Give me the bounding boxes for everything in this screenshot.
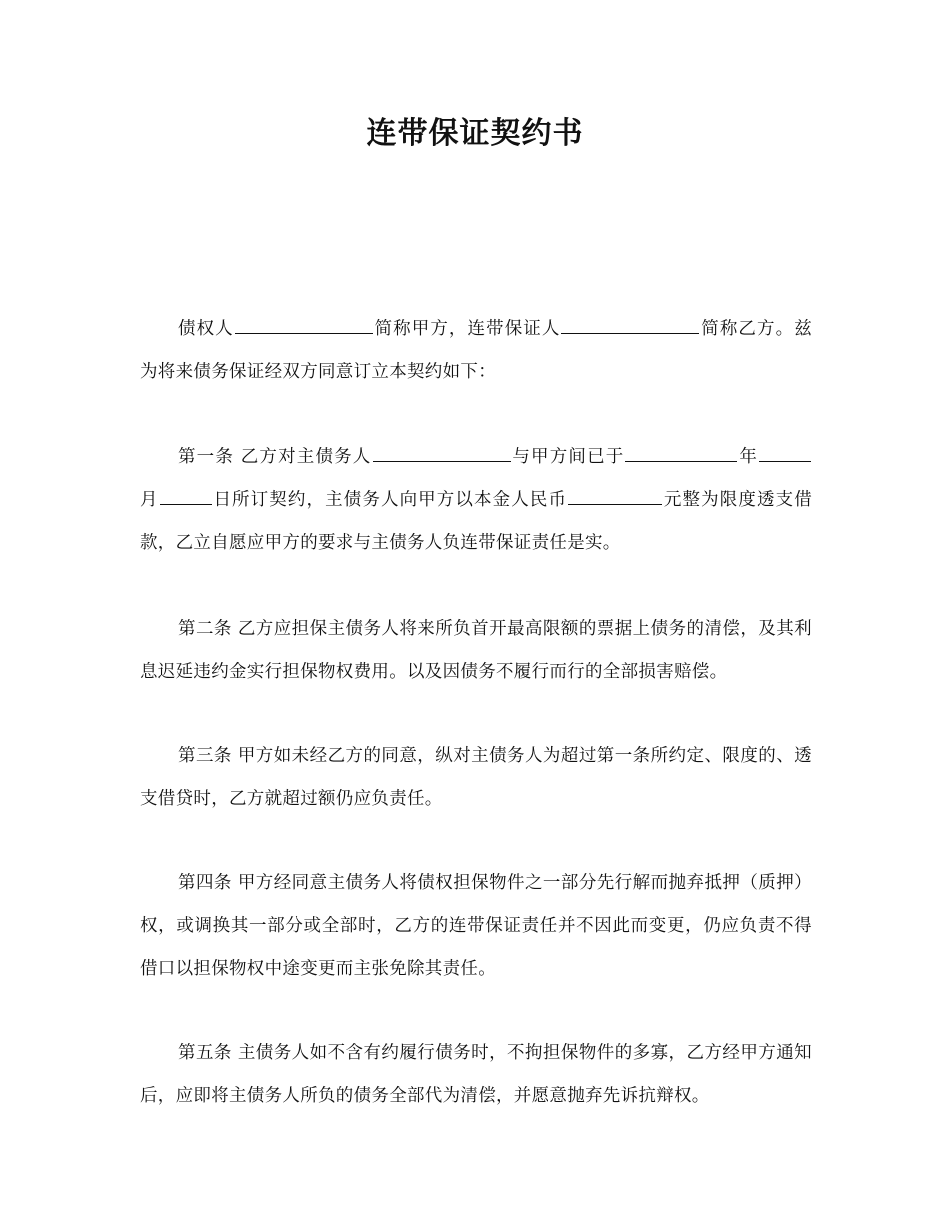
document-title: 连带保证契约书 bbox=[366, 116, 584, 151]
article-3-paragraph: 第三条 甲方如未经乙方的同意，纵对主债务人为超过第一条所约定、限度的、透支借贷时，乙方就超过额仍应负责任。 bbox=[140, 746, 812, 809]
day-blank[interactable] bbox=[160, 486, 212, 505]
article-2-paragraph: 第二条 乙方应担保主债务人将来所负首开最高限额的票据上债务的清偿，及其利息迟延违约金实行担保物权费用。以及因债务不履行而行的全部损害赔偿。 bbox=[140, 619, 812, 682]
article-1-text-5: 日所订契约，主债务人向甲方以本金人民币 bbox=[212, 490, 568, 510]
guarantor-blank[interactable] bbox=[561, 315, 699, 334]
article-1-text-2: 与甲方间已于 bbox=[511, 447, 625, 467]
intro-paragraph bbox=[140, 308, 812, 394]
intro-text-1: 债权人 bbox=[178, 319, 234, 339]
article-1-text-6: 元整为限度透支借款，乙立自愿应甲方的要求与主债务人负连带保证责任是实。 bbox=[140, 490, 812, 553]
article-1-text-4: 月 bbox=[140, 490, 159, 510]
article-4-paragraph: 第四条 甲方经同意主债务人将债权担保物件之一部分先行解而抛弃抵押（质押）权，或调换其一部分或全部时，乙方的连带保证责任并不因此而变更，仍应负责不得借口以担保物权中途变更而主张免除其责任。 bbox=[140, 873, 812, 979]
debtor-blank[interactable] bbox=[373, 443, 511, 462]
article-1-text-3: 年 bbox=[738, 447, 758, 467]
article-5-paragraph: 第五条 主债务人如不含有约履行债务时，不拘担保物件的多寡，乙方经甲方通知后，应即将主债务人所负的债务全部代为清偿，并愿意抛弃先诉抗辩权。 bbox=[140, 1043, 812, 1106]
intro-text-3: 简称乙方。兹为将来债务保证经双方同意订立本契约如下： bbox=[140, 319, 813, 382]
year-blank[interactable] bbox=[625, 443, 737, 462]
intro-text-2: 简称甲方，连带保证人 bbox=[373, 319, 561, 339]
article-1-paragraph bbox=[140, 436, 812, 565]
month-blank-a[interactable] bbox=[759, 443, 811, 462]
creditor-blank[interactable] bbox=[235, 315, 373, 334]
article-1-text-1: 第一条 乙方对主债务人 bbox=[178, 447, 372, 467]
amount-blank[interactable] bbox=[568, 486, 662, 505]
